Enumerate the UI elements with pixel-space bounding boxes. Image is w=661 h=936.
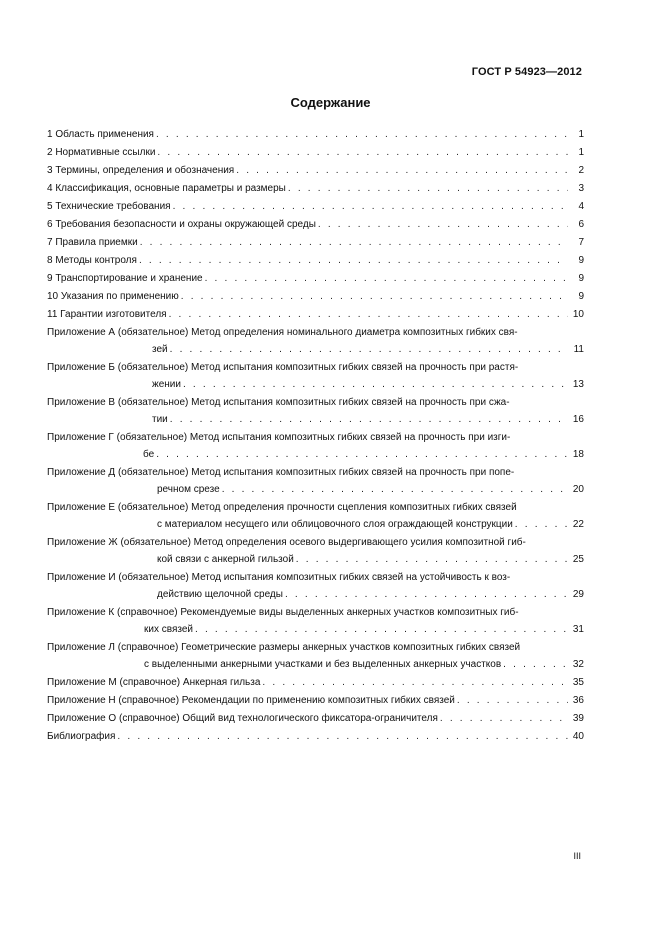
toc-entry-text: 10 Указания по применению — [47, 291, 179, 302]
appendix-continuation — [47, 411, 584, 428]
toc-appendix — [47, 639, 584, 673]
appendix-continuation — [47, 481, 584, 498]
toc-entry-page: 35 — [572, 677, 584, 688]
leader-dots — [440, 710, 568, 727]
toc-entry-page: 36 — [572, 695, 584, 706]
appendix-continuation-text: жении — [152, 379, 181, 390]
toc-entry-text: 6 Требования безопасности и охраны окружающей среды — [47, 219, 316, 230]
toc-entry-page: 10 — [572, 309, 584, 320]
toc-appendix — [47, 499, 584, 533]
leader-dots — [236, 162, 568, 179]
toc-entry-page: 2 — [578, 165, 584, 176]
appendix-page: 18 — [572, 449, 584, 460]
leader-dots — [156, 446, 568, 463]
toc-entry-page: 7 — [578, 237, 584, 248]
toc-entry-text: Библиография — [47, 731, 116, 742]
leader-dots — [195, 621, 568, 638]
toc-appendix — [47, 429, 584, 463]
leader-dots — [173, 198, 568, 215]
toc-appendix — [47, 324, 584, 358]
toc-entry — [47, 692, 584, 709]
appendix-page: 11 — [573, 344, 584, 355]
toc-appendix — [47, 394, 584, 428]
toc-entry-page: 1 — [578, 147, 584, 158]
leader-dots — [288, 180, 568, 197]
leader-dots — [169, 306, 568, 323]
leader-dots — [296, 551, 568, 568]
toc-entry-page: 3 — [578, 183, 584, 194]
toc-entry — [47, 674, 584, 691]
appendix-page: 16 — [572, 414, 584, 425]
appendix-continuation-text: зей — [152, 344, 168, 355]
leader-dots — [262, 674, 568, 691]
leader-dots — [156, 126, 568, 143]
leader-dots — [515, 516, 568, 533]
appendix-continuation — [47, 341, 584, 358]
appendix-continuation-text: с выделенными анкерными участками и без выделенных анкерных участков — [144, 659, 502, 670]
toc-entry-text: 4 Классификация, основные параметры и размеры — [47, 183, 286, 194]
toc-entry-page: 39 — [572, 713, 584, 724]
toc-appendix — [47, 464, 584, 498]
appendix-page: 13 — [572, 379, 584, 390]
toc-entry-text: Приложение М (справочное) Анкерная гильза — [47, 677, 261, 688]
appendix-continuation — [47, 376, 584, 393]
toc-entry-page: 6 — [578, 219, 584, 230]
appendix-title: Приложение Л (справочное) Геометрические размеры анкерных участков композитных гибких связей — [47, 642, 521, 653]
appendix-continuation-text: с материалом несущего или облицовочного слоя ограждающей конструкции — [157, 519, 513, 530]
leader-dots — [139, 252, 568, 269]
appendix-page: 32 — [572, 659, 584, 670]
toc-entry — [47, 306, 584, 323]
appendix-page: 20 — [572, 484, 584, 495]
toc-entry-text: Приложение Н (справочное) Рекомендации по применению композитных гибких связей — [47, 695, 455, 706]
appendix-title: Приложение Г (обязательное) Метод испытания композитных гибких связей на прочность при изги- — [47, 432, 511, 443]
appendix-title: Приложение В (обязательное) Метод испытания композитных гибких связей на прочность при сжа- — [47, 397, 510, 408]
appendix-page: 31 — [572, 624, 584, 635]
appendix-continuation — [47, 516, 584, 533]
toc-entry-page: 4 — [578, 201, 584, 212]
appendix-continuation — [47, 551, 584, 568]
leader-dots — [457, 692, 568, 709]
toc-entry-text: 1 Область применения — [47, 129, 154, 140]
toc-entry-text: 7 Правила приемки — [47, 237, 138, 248]
leader-dots — [503, 656, 568, 673]
appendix-page: 25 — [572, 554, 584, 565]
leader-dots — [285, 586, 568, 603]
table-of-contents — [47, 126, 584, 746]
toc-entry — [47, 144, 584, 161]
appendix-title: Приложение Д (обязательное) Метод испытания композитных гибких связей на прочность при попе- — [47, 467, 515, 478]
toc-entry-page: 40 — [572, 731, 584, 742]
leader-dots — [157, 144, 568, 161]
toc-entry — [47, 728, 584, 745]
toc-entry — [47, 162, 584, 179]
toc-entry — [47, 710, 584, 727]
appendix-title: Приложение Ж (обязательное) Метод определения осевого выдергивающего усилия композитной гиб- — [47, 537, 526, 548]
toc-entry-text: Приложение О (справочное) Общий вид технологического фиксатора-ограничителя — [47, 713, 438, 724]
toc-appendix — [47, 534, 584, 568]
appendix-continuation — [47, 446, 584, 463]
toc-appendix — [47, 359, 584, 393]
appendix-continuation — [47, 586, 584, 603]
page-title: Содержание — [290, 95, 371, 110]
leader-dots — [117, 728, 568, 745]
page-number: III — [573, 851, 581, 861]
leader-dots — [140, 234, 568, 251]
appendix-page: 22 — [572, 519, 584, 530]
appendix-continuation-text: тии — [152, 414, 168, 425]
leader-dots — [205, 270, 568, 287]
document-code: ГОСТ Р 54923—2012 — [471, 66, 582, 78]
appendix-title: Приложение Б (обязательное) Метод испытания композитных гибких связей на прочность при растя- — [47, 362, 519, 373]
appendix-title: Приложение К (справочное) Рекомендуемые виды выделенных анкерных участков композитных гиб- — [47, 607, 519, 618]
leader-dots — [170, 341, 568, 358]
appendix-continuation — [47, 621, 584, 638]
toc-entry — [47, 270, 584, 287]
toc-entry — [47, 252, 584, 269]
appendix-continuation-text: кой связи с анкерной гильзой — [157, 554, 294, 565]
toc-entry — [47, 198, 584, 215]
appendix-title: Приложение Е (обязательное) Метод определения прочности сцепления композитных гибких связей — [47, 502, 517, 513]
toc-entry-text: 2 Нормативные ссылки — [47, 147, 156, 158]
appendix-continuation-text: действию щелочной среды — [157, 589, 283, 600]
toc-entry-text: 8 Методы контроля — [47, 255, 137, 266]
leader-dots — [183, 376, 568, 393]
toc-entry-text: 3 Термины, определения и обозначения — [47, 165, 235, 176]
toc-entry-page: 1 — [578, 129, 584, 140]
toc-entry — [47, 180, 584, 197]
toc-entry-text: 9 Транспортирование и хранение — [47, 273, 203, 284]
toc-appendix — [47, 604, 584, 638]
appendix-continuation — [47, 656, 584, 673]
toc-entry — [47, 288, 584, 305]
toc-entry-page: 9 — [578, 291, 584, 302]
toc-entry — [47, 126, 584, 143]
toc-entry — [47, 216, 584, 233]
leader-dots — [318, 216, 568, 233]
appendix-page: 29 — [572, 589, 584, 600]
appendix-title: Приложение И (обязательное) Метод испытания композитных гибких связей на устойчивость к воз- — [47, 572, 511, 583]
toc-entry-text: 11 Гарантии изготовителя — [47, 309, 167, 320]
appendix-continuation-text: бе — [143, 449, 155, 460]
leader-dots — [170, 411, 568, 428]
leader-dots — [181, 288, 568, 305]
toc-entry-page: 9 — [578, 255, 584, 266]
toc-entry — [47, 234, 584, 251]
appendix-continuation-text: речном срезе — [157, 484, 220, 495]
toc-entry-text: 5 Технические требования — [47, 201, 171, 212]
appendix-title: Приложение А (обязательное) Метод определения номинального диаметра композитных гибких свя- — [47, 327, 518, 338]
toc-appendix — [47, 569, 584, 603]
leader-dots — [222, 481, 568, 498]
appendix-continuation-text: ких связей — [144, 624, 193, 635]
toc-entry-page: 9 — [578, 273, 584, 284]
